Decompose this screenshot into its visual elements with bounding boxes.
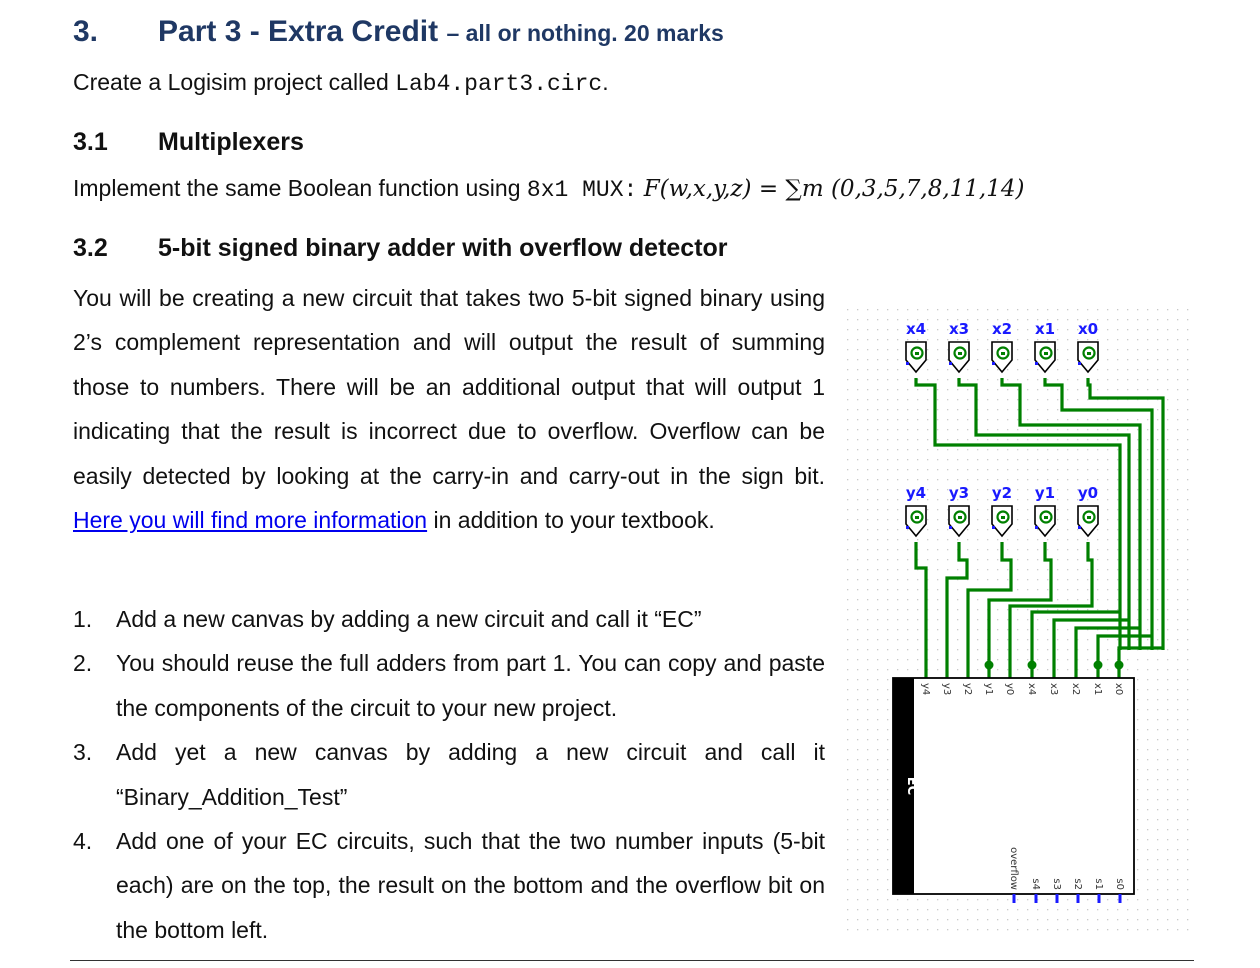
input-pin-label: x0 [1077,320,1099,338]
block-input-label: y4 [920,683,931,696]
ec-block [893,678,1134,903]
input-pin-label: y2 [991,484,1013,502]
step-number: 2. [73,650,93,677]
section-number: 3. [73,15,99,48]
step-text: Add one of your EC circuits, such that the two number inputs (5-bit each) are on the top, the result on the bottom and the overflow bit on the bottom left. [116,828,825,943]
section-heading [73,15,724,49]
mux-instruction [73,175,1024,203]
ec-block-label: EC [904,776,919,796]
list-item [73,819,825,952]
block-input-label: y2 [962,683,973,696]
block-input-label: y1 [983,683,994,696]
step-number: 4. [73,828,93,855]
block-input-label: x3 [1048,683,1059,696]
wire-junction [1115,661,1124,670]
list-item [73,730,825,819]
block-output-label: s2 [1072,878,1083,890]
wire-junction [985,661,994,670]
more-information-link[interactable]: Here you will find more information [73,507,428,534]
section-subtitle: – all or nothing. 20 marks [446,20,724,46]
block-input-label: x4 [1026,683,1037,696]
block-output-label: s3 [1051,878,1062,890]
steps-list [73,597,825,952]
step-text: You should reuse the full adders from part 1. You can copy and paste the components of the circuit to your new project. [116,650,825,721]
mux-text: Implement the same Boolean function using [73,175,527,201]
boolean-formula: F(w,x,y,z) = ∑m (0,3,5,7,8,11,14) [643,176,1025,202]
input-pin[interactable] [1035,320,1055,372]
input-pin-label: x4 [905,320,927,338]
step-number: 3. [73,739,93,766]
input-pin[interactable] [1035,484,1055,536]
step-number: 1. [73,606,93,632]
block-input-label: y0 [1004,683,1015,696]
subsection-title: 5-bit signed binary adder with overflow detector [158,234,728,262]
input-pin[interactable] [992,484,1012,536]
input-pin-label: y0 [1077,484,1099,502]
subsection-number: 3.1 [73,128,108,156]
input-pin[interactable] [906,320,926,372]
description-text: You will be creating a new circuit that takes two 5-bit signed binary using 2’s complement representation and will output the result of summing those to numbers. There will be an additional output that will output 1 indicating that the result is incorrect due to overflow. Overflow can be easily detected by looking at the carry-in and carry-out in the sign bit. [73,285,825,489]
list-item [73,597,825,641]
description-tail: in addition to your textbook. [427,507,715,534]
block-output-label: s4 [1030,878,1041,890]
input-pin[interactable] [949,484,969,536]
input-pin[interactable] [992,320,1012,372]
input-pin-label: y3 [948,484,970,502]
input-pin-label: y1 [1034,484,1056,502]
input-pin[interactable] [1078,320,1098,372]
step-text: Add yet a new canvas by adding a new circuit and call it “Binary_Addition_Test” [116,739,825,810]
adder-description [73,276,825,542]
section-title: Part 3 - Extra Credit [158,15,439,48]
input-pin-label: x1 [1034,320,1056,338]
step-text: Add a new canvas by adding a new circuit and call it “EC” [116,606,702,632]
block-output-label: overflow [1008,847,1019,890]
input-pin[interactable] [1078,484,1098,536]
list-item [73,641,825,730]
subsection-title: Multiplexers [158,128,304,156]
block-output-label: s0 [1114,878,1125,890]
input-pin-label: x3 [948,320,970,338]
intro-prefix: Create a Logisim project called [73,69,396,95]
input-pin[interactable] [906,484,926,536]
input-pin-label: x2 [991,320,1013,338]
ec-circuit-diagram [843,305,1193,945]
subsection-3-1-heading [73,128,304,157]
horizontal-rule [70,960,1194,961]
intro-suffix: . [602,69,609,95]
wire-junction [1028,661,1037,670]
block-input-label: y3 [941,683,952,696]
subsection-number: 3.2 [73,234,108,262]
project-filename: Lab4.part3.circ [395,71,603,97]
intro-line [73,69,609,97]
input-pin-label: y4 [905,484,927,502]
wire-junction [1094,661,1103,670]
block-input-label: x1 [1092,683,1103,696]
block-input-label: x0 [1113,683,1124,696]
block-output-label: s1 [1093,878,1104,890]
subsection-3-2-heading [73,234,728,263]
block-input-label: x2 [1070,683,1081,696]
input-pin[interactable] [949,320,969,372]
mux-type: 8x1 MUX: [526,177,638,203]
